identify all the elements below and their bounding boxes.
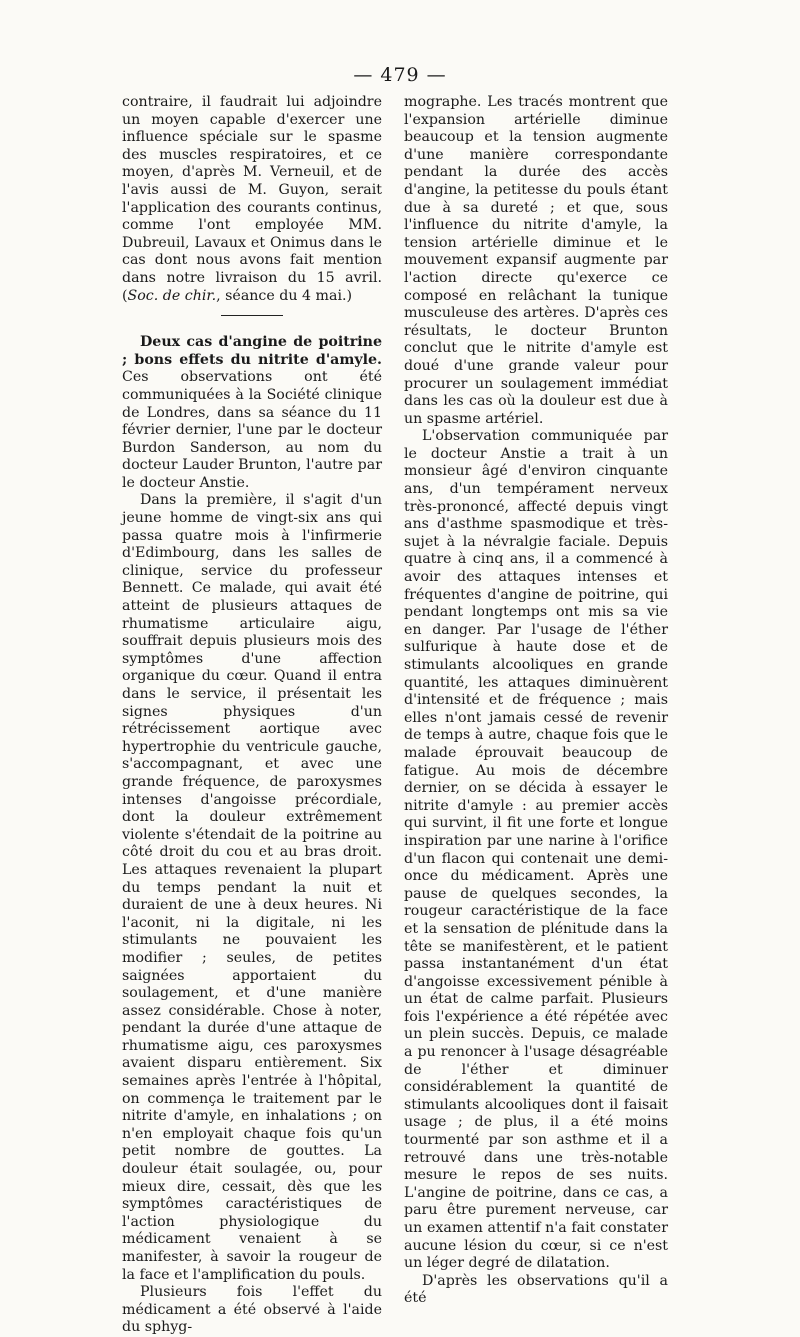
right-column	[404, 94, 668, 1308]
citation-italic: Soc. de chir.	[127, 287, 217, 304]
paragraph-continuation: D'après les observations qu'il a été	[404, 1272, 668, 1307]
paragraph-first-case: Dans la première, il s'agit d'un jeune homme de vingt-six ans qui passa quatre mois à l'infirmerie d'Edimbourg, dans les salles de clinique, service du professeur Bennett. Ce malade, qui avait été atteint de plusieurs attaques de rhumatisme articulaire aigu, souffrait depuis plusieurs mois des symptômes d'une affection organique du cœur. Quand il entra dans le service, il présentait les signes physiques d'un rétrécissement aortique avec hypertrophie du ventricule gauche, s'accompagnant, et avec une grande fréquence, de paroxysmes intenses d'angoisse précordiale, dont la douleur extrêmement violente s'étendait de la poitrine au côté droit du cou et au bras droit. Les attaques revenaient la plupart du temps pendant la nuit et duraient de une à deux heures. Ni l'aconit, ni la digitale, ni les stimulants ne pouvaient les modifier ; seules, de petites saignées apportaient du soulagement, et d'une manière assez considérable. Chose à noter, pendant la durée d'une attaque de rhumatisme aigu, ces paroxysmes avaient disparu entièrement. Six semaines après l'entrée à l'hôpital, on commença le traitement par le nitrite d'amyle, en inhalations ; on n'en employait chaque fois qu'un petit nombre de gouttes. La douleur était soulagée, ou, pour mieux dire, cessait, dès que les symptômes caractéristiques de l'action physiologique du médicament venaient à se manifester, à savoir la rougeur de la face et l'amplification du pouls.	[122, 492, 382, 1283]
section-divider	[221, 315, 283, 316]
left-column	[122, 94, 382, 1337]
paragraph-text: contraire, il faudrait lui adjoindre un moyen capable d'exercer une influence spéciale sur le spasme des muscles respiratoires, et ce moyen, d'après M. Verneuil, et de l'avis aussi de M. Guyon, serait l'application des courants continus, comme l'ont employée MM. Dubreuil, Lavaux et Onimus dans le cas dont nous avons fait mention dans notre livraison du 15 avril. (	[122, 94, 382, 304]
paragraph-socchir	[122, 94, 382, 305]
paragraph-angine	[122, 334, 382, 492]
paragraph-text-end: , séance du 4 mai.)	[216, 287, 353, 304]
paragraph-sphygmograph: Plusieurs fois l'effet du médicament a été observé à l'aide du sphyg-	[122, 1284, 382, 1336]
section-heading: Deux cas d'angine de poitrine ; bons effets du nitrite d'amyle.	[122, 334, 382, 368]
page-number: — 479 —	[353, 64, 447, 86]
paragraph-text: Ces observations ont été communiquées à la Société clinique de Londres, dans sa séance du 11 février dernier, l'une par le docteur Burdon Sanderson, au nom du docteur Lauder Brunton, l'autre par le docteur Anstie.	[122, 369, 382, 491]
paragraph-sphygmograph-cont: mographe. Les tracés montrent que l'expansion artérielle diminue beaucoup et la tension augmente d'une manière correspondante pendant la durée des accès d'angine, la petitesse du pouls étant due à sa dureté ; et que, sous l'influence du nitrite d'amyle, la tension artérielle diminue et le mouvement expansif augmente par l'action directe qu'exerce ce composé en relâchant la tunique musculeuse des artères. D'après ces résultats, le docteur Brunton conclut que le nitrite d'amyle est doué d'une grande valeur pour procurer un soulagement immédiat dans les cas où la douleur est due à un spasme artériel.	[404, 94, 668, 427]
paragraph-second-case: L'observation communiquée par le docteur Anstie a trait à un monsieur âgé d'environ cinquante ans, d'un tempérament nerveux très-prononcé, affecté depuis vingt ans d'asthme spasmodique et très-sujet à la névralgie faciale. Depuis quatre à cinq ans, il a commencé à avoir des attaques intenses et fréquentes d'angine de poitrine, qui pendant longtemps ont mis sa vie en danger. Par l'usage de l'éther sulfurique à haute dose et de stimulants alcooliques en grande quantité, les attaques diminuèrent d'intensité et de fréquence ; mais elles n'ont jamais cessé de revenir de temps à autre, chaque fois que le malade éprouvait beaucoup de fatigue. Au mois de décembre dernier, on se décida à essayer le nitrite d'amyle : au premier accès qui survint, il fit une forte et longue inspiration par une narine à l'orifice d'un flacon qui contenait une demi-once du médicament. Après une pause de quelques secondes, la rougeur caractéristique de la face et la sensation de plénitude dans la tête se manifestèrent, et le patient passa instantanément d'un état d'angoisse excessivement pénible à un état de calme parfait. Plusieurs fois l'expérience a été répétée avec un plein succès. Depuis, ce malade a pu renoncer à l'usage désagréable de l'éther et diminuer considérablement la quantité de stimulants alcooliques dont il faisait usage ; de plus, il a été moins tourmenté par son asthme et il a retrouvé dans une très-notable mesure le repos de ses nuits. L'angine de poitrine, dans ce cas, a paru être purement nerveuse, car un examen attentif n'a fait constater aucune lésion du cœur, si ce n'est un léger degré de dilatation.	[404, 428, 668, 1272]
